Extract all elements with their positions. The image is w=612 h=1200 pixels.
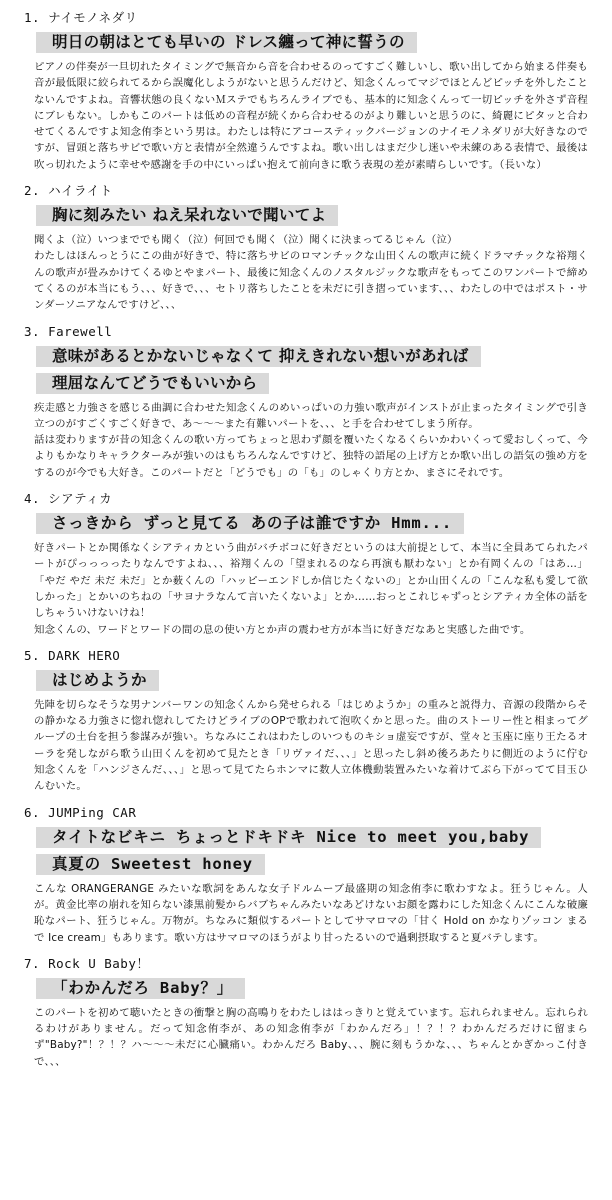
lyric-highlight: 真夏の Sweetest honey — [36, 854, 265, 875]
lyric-highlight: 胸に刻みたい ねえ呆れないで聞いてよ — [36, 205, 338, 226]
section-heading: 5. DARK HERO — [24, 647, 121, 663]
section-body: 好きパートとか関係なくシアティカという曲がバチボコに好きだというのは大前提として、本当に全員あてられたパートがぴっっっったりなんですよね、、、裕翔くんの「望まれるのなら再演も厭わない」とか有岡くんの「はあ…」「やだ やだ 未だ 未だ」とか薮くんの「ハッピーエンドしか信じたくないの」とか山田くんの「こんな私も愛して欲しかった」とかいのちねの「サヨナラなんて言いたくないよ」とか……おっとこれじゃずっとシアティカ全体の話をしちゃういけないけね！ 知念くんの、ワードとワードの間の息の使い方とか声の震わせ方が本当に好きだなあと実感した曲です。 — [34, 542, 588, 636]
section-body: このパートを初めて聴いたときの衝撃と胸の高鳴りをわたしははっきりと覚えています。忘れられません。忘れられるわけがありません。だって知念侑李が、あの知念侑李が「わかんだろ」！？！？わかんだろだけに留まらず"Baby?"！？！？ハ～～～未だに心臓痛い。わかんだろ Baby、、、腕に刻もうかな、、、ちゃんとかぎかっこ付きで、、、 — [34, 1006, 588, 1068]
section-3 — [22, 324, 594, 481]
section-7 — [22, 956, 594, 1070]
section-6 — [22, 805, 594, 946]
lyric-highlight: 「わかんだろ Baby？」 — [36, 978, 245, 999]
lyric-highlight: 理屈なんてどうでもいいから — [36, 373, 269, 394]
section-4 — [22, 491, 594, 638]
section-heading: 2. ハイライト — [24, 183, 113, 199]
lyric-highlight: 意味があるとかないじゃなくて 抑えきれない想いがあれば — [36, 346, 481, 367]
lyric-highlight: 明日の朝はとても早いの ドレス纏って神に誓うの — [36, 32, 417, 53]
section-body: 聞くよ（泣）いつまででも聞く（泣）何回でも聞く（泣）聞くに決まってるじゃん（泣） わたしはほんっとうにこの曲が好きで、特に落ちサビのロマンチックな山田くんの歌声に続くドラマチックな裕翔くんの歌声が畳みかけてくるゆとやまパート、最後に知念くんのノスタルジックな歌声をもってこのワンパートで締めてくるのが本当にもう、、、好きで、、、セトリ落ちしたことを未だに引き摺っています、、、わたしの中ではポスト・サンダーソニアなんですけど、、、 — [34, 234, 588, 312]
section-heading: 6. JUMPing CAR — [24, 804, 137, 820]
section-body: 先陣を切らなそうな男ナンバーワンの知念くんから発せられる「はじめようか」の重みと説得力、音源の段階からその静かなる力強さに惚れ惚れしてたけどライブのOPで歌われて泡吹くかと思った。曲のストーリー性と相まってグループの土台を担う参謀みが強い。ちなみにこれはわたしのいつものキショ虚妄ですが、堂々と玉座に座り王たるオーラを発しながら歌う山田くんを初めて見たとき「リヴァイだ、、、」と思ったし斜め後ろあたりに側近のように佇む知念くんを「ハンジさんだ、、、」と思って見てたらホンマに数人立体機動装置みたいな着けてぶら下がってて目玉ひんむいた。 — [34, 698, 588, 793]
section-heading: 7. Rock U Baby！ — [24, 955, 150, 971]
lyric-highlight: はじめようか — [36, 670, 159, 691]
section-2 — [22, 183, 594, 313]
section-heading: 4. シアティカ — [24, 491, 113, 507]
section-heading: 3. Farewell — [24, 323, 113, 339]
section-body: 疾走感と力強さを感じる曲調に合わせた知念くんのめいっぱいの力強い歌声がインストが止まったタイミングで引き立つのがすごくすごく好きで、あ～～～また有難いパートを、、、と手を合わせてしまう所存。 話は変わりますが昔の知念くんの歌い方ってちょっと思わず顔を覆いたくなるくらいかわいくって愛おしくって、今よりもかなりキャラクターみが強いのはもちろんなんですけど、独特の語尾の上げ方とか歌い出しの語気の強め方をするのが今でも大好き。このパートだと「どうでも」の「も」のしゃくり方とか、まさにそれです。 — [34, 401, 588, 479]
section-5 — [22, 648, 594, 795]
section-1 — [22, 10, 594, 173]
lyric-highlight: さっきから ずっと見てる あの子は誰ですか Hmm... — [36, 513, 464, 534]
section-body: ピアノの伴奏が一旦切れたタイミングで無音から音を合わせるのってすごく難しいし、歌い出してから始まる伴奏も音が最低限に絞られてるから誤魔化しようがないと思うんだけど、知念くんってマジでほとんどピッチを外したことないんですよね。音響状態の良くないＭステでもちろんライブでも、基本的に知念くんって一切ピッチを外さず音程にブレもない。しかもこのパートは低めの音程が続くから合わせるのがより難しいと思うのに、綺麗にピタッと合わせてくるんですよ知念侑李という男は。わたしは特にアコースティックバージョンのナイモノネダリが大好きなのですが、冒頭と落ちサビで歌い方と表情が全然違うんですよね。歌い出しはまだ少し迷いや未練のある表情で、最後は吹っ切れたように幸せや感謝を手の中にいっぱい抱えて前向きに歌う表現の差が素晴らしいです。（長いな） — [34, 61, 588, 171]
section-body: こんな ORANGERANGE みたいな歌詞をあんな女子ドルムーブ最盛期の知念侑李に歌わすなよ。狂うじゃん。人が。黄金比率の崩れを知らない漆黒前髪からバブちゃんみたいなあどけないお顔を露わにした知念くんにこんな破廉恥なパート、狂うじゃん。万物が。ちなみに類似するパートとしてサマロマの「甘く Hold on かなりゾッコン まるで Ice cream」もあります。歌い方はサマロマのほうがより甘ったるいので過剰摂取すると夏バテします。 — [34, 882, 588, 944]
lyric-highlight: タイトなビキニ ちょっとドキドキ Nice to meet you,baby — [36, 827, 541, 848]
section-heading: 1. ナイモノネダリ — [24, 10, 138, 25]
